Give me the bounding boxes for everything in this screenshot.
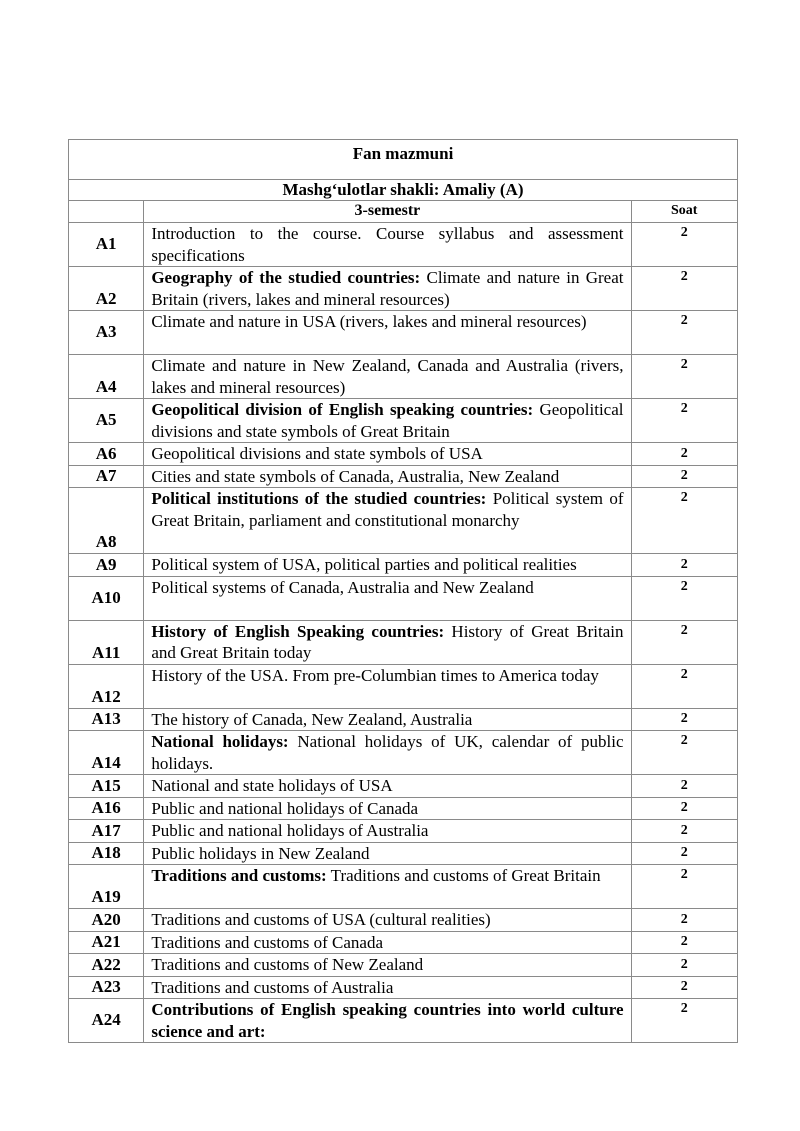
lesson-hours: 2 xyxy=(631,865,738,909)
table-row xyxy=(69,842,738,865)
lesson-code: A21 xyxy=(69,931,144,954)
lesson-topic xyxy=(144,355,631,399)
lesson-hours: 2 xyxy=(631,954,738,977)
lesson-topic xyxy=(144,399,631,443)
lesson-topic xyxy=(144,976,631,999)
lesson-topic xyxy=(144,576,631,620)
table-row xyxy=(69,399,738,443)
lesson-code: A17 xyxy=(69,820,144,843)
topic-text: Political systems of Canada, Australia and New Zealand xyxy=(151,577,534,597)
lesson-hours: 2 xyxy=(631,554,738,577)
lesson-hours: 2 xyxy=(631,842,738,865)
table-row xyxy=(69,488,738,554)
lesson-form-label: Mashg‘ulotlar shakli: Amaliy (A) xyxy=(69,180,738,201)
lesson-code: A9 xyxy=(69,554,144,577)
lesson-topic xyxy=(144,775,631,798)
lesson-topic xyxy=(144,620,631,664)
topic-text: Climate and nature in USA (rivers, lakes and mineral resources) xyxy=(151,312,587,331)
topic-text: Climate and nature in New Zealand, Canada and Australia (rivers, lakes and mineral resources) xyxy=(151,356,624,397)
semester-header: 3-semestr xyxy=(144,201,631,223)
table-row xyxy=(69,731,738,775)
table-row xyxy=(69,797,738,820)
topic-heading: History of English Speaking countries: xyxy=(151,621,445,641)
lesson-topic xyxy=(144,465,631,488)
lesson-code: A15 xyxy=(69,775,144,798)
lesson-hours: 2 xyxy=(631,267,738,311)
table-row xyxy=(69,820,738,843)
lesson-hours: 2 xyxy=(631,999,738,1043)
lesson-hours: 2 xyxy=(631,909,738,932)
lesson-hours: 2 xyxy=(631,976,738,999)
topic-text: Public holidays in New Zealand xyxy=(151,843,370,863)
lesson-code: A7 xyxy=(69,465,144,488)
lesson-hours: 2 xyxy=(631,931,738,954)
table-row xyxy=(69,267,738,311)
lesson-hours: 2 xyxy=(631,223,738,267)
topic-text: Traditions and customs of Canada xyxy=(151,932,384,952)
table-row xyxy=(69,554,738,577)
lesson-code: A16 xyxy=(69,797,144,820)
lesson-code: A23 xyxy=(69,976,144,999)
lesson-code: A13 xyxy=(69,708,144,731)
lesson-topic xyxy=(144,909,631,932)
topic-text: Traditions and customs of Great Britain xyxy=(326,866,601,885)
table-row xyxy=(69,931,738,954)
lesson-hours: 2 xyxy=(631,820,738,843)
lesson-code: A2 xyxy=(69,267,144,311)
table-row xyxy=(69,775,738,798)
table-row xyxy=(69,954,738,977)
lesson-topic xyxy=(144,999,631,1043)
topic-text: Public and national holidays of Australia xyxy=(151,821,429,840)
lesson-code: A5 xyxy=(69,399,144,443)
table-row xyxy=(69,999,738,1043)
hours-header: Soat xyxy=(631,201,738,223)
syllabus-page xyxy=(68,139,738,1043)
table-row xyxy=(69,664,738,708)
lesson-topic xyxy=(144,820,631,843)
topic-heading: Geopolitical division of English speaking countries: xyxy=(151,400,534,419)
topic-text: Public and national holidays of Canada xyxy=(151,798,419,818)
lesson-hours: 2 xyxy=(631,708,738,731)
lesson-hours: 2 xyxy=(631,797,738,820)
lesson-topic xyxy=(144,554,631,577)
lesson-code: A8 xyxy=(69,488,144,554)
lesson-code: A3 xyxy=(69,311,144,355)
header-row xyxy=(69,201,738,223)
topic-heading: Political institutions of the studied countries: xyxy=(151,489,487,508)
table-row xyxy=(69,708,738,731)
lesson-code: A22 xyxy=(69,954,144,977)
topic-text: Introduction to the course. Course syllabus and assessment specifications xyxy=(151,224,624,265)
topic-heading: Traditions and customs: xyxy=(151,866,327,885)
table-row xyxy=(69,865,738,909)
topic-text: The history of Canada, New Zealand, Australia xyxy=(151,709,473,729)
lesson-code: A12 xyxy=(69,664,144,708)
lesson-topic xyxy=(144,311,631,355)
lesson-topic xyxy=(144,954,631,977)
table-row xyxy=(69,909,738,932)
lesson-topic xyxy=(144,488,631,554)
lesson-code: A20 xyxy=(69,909,144,932)
topic-text: Traditions and customs of Australia xyxy=(151,977,394,997)
topic-heading: National holidays: xyxy=(151,732,289,751)
topic-text: Traditions and customs of New Zealand xyxy=(151,955,424,974)
syllabus-table xyxy=(68,139,738,1043)
topic-text: Geopolitical divisions and state symbols of Great Britain xyxy=(151,400,624,441)
lesson-topic xyxy=(144,842,631,865)
topic-text: History of Great Britain and Great Britain today xyxy=(151,621,624,662)
lesson-code: A14 xyxy=(69,731,144,775)
topic-text: Cities and state symbols of Canada, Australia, New Zealand xyxy=(151,466,560,486)
topic-heading: Geography of the studied countries: xyxy=(151,268,421,287)
lesson-topic xyxy=(144,223,631,267)
lesson-topic xyxy=(144,931,631,954)
lesson-hours: 2 xyxy=(631,311,738,355)
table-row xyxy=(69,223,738,267)
topic-text: National and state holidays of USA xyxy=(151,776,393,795)
lesson-hours: 2 xyxy=(631,443,738,466)
lesson-hours: 2 xyxy=(631,399,738,443)
lesson-hours: 2 xyxy=(631,731,738,775)
table-row xyxy=(69,620,738,664)
lesson-topic xyxy=(144,865,631,909)
lesson-topic xyxy=(144,731,631,775)
table-row xyxy=(69,576,738,620)
table-row xyxy=(69,443,738,466)
topic-text: Political system of USA, political parties and political realities xyxy=(151,555,577,574)
lesson-topic xyxy=(144,443,631,466)
lesson-hours: 2 xyxy=(631,488,738,554)
topic-heading: Contributions of English speaking countries into world culture science and art: xyxy=(151,1000,624,1041)
lesson-hours: 2 xyxy=(631,576,738,620)
table-row xyxy=(69,311,738,355)
topic-text: Political system of Great Britain, parliament and constitutional monarchy xyxy=(151,489,624,530)
table-row xyxy=(69,355,738,399)
lesson-code: A24 xyxy=(69,999,144,1043)
lesson-code: A19 xyxy=(69,865,144,909)
form-row xyxy=(69,180,738,201)
lesson-topic xyxy=(144,797,631,820)
lesson-code: A4 xyxy=(69,355,144,399)
lesson-code: A10 xyxy=(69,576,144,620)
table-row xyxy=(69,465,738,488)
empty-header-cell xyxy=(69,201,144,223)
lesson-hours: 2 xyxy=(631,465,738,488)
topic-text: History of the USA. From pre-Columbian times to America today xyxy=(151,665,599,685)
lesson-topic xyxy=(144,664,631,708)
topic-text: Traditions and customs of USA (cultural realities) xyxy=(151,910,491,929)
lesson-hours: 2 xyxy=(631,775,738,798)
topic-text: Geopolitical divisions and state symbols of USA xyxy=(151,444,483,463)
lesson-code: A18 xyxy=(69,842,144,865)
lesson-hours: 2 xyxy=(631,664,738,708)
lesson-hours: 2 xyxy=(631,620,738,664)
lesson-code: A11 xyxy=(69,620,144,664)
lesson-hours: 2 xyxy=(631,355,738,399)
lesson-topic xyxy=(144,267,631,311)
table-title: Fan mazmuni xyxy=(69,140,738,180)
table-row xyxy=(69,976,738,999)
lesson-topic xyxy=(144,708,631,731)
lesson-code: A6 xyxy=(69,443,144,466)
lesson-code: A1 xyxy=(69,223,144,267)
topic-text: National holidays of UK, calendar of public holidays. xyxy=(151,732,624,773)
title-row xyxy=(69,140,738,180)
topic-text: Climate and nature in Great Britain (rivers, lakes and mineral resources) xyxy=(151,268,624,309)
